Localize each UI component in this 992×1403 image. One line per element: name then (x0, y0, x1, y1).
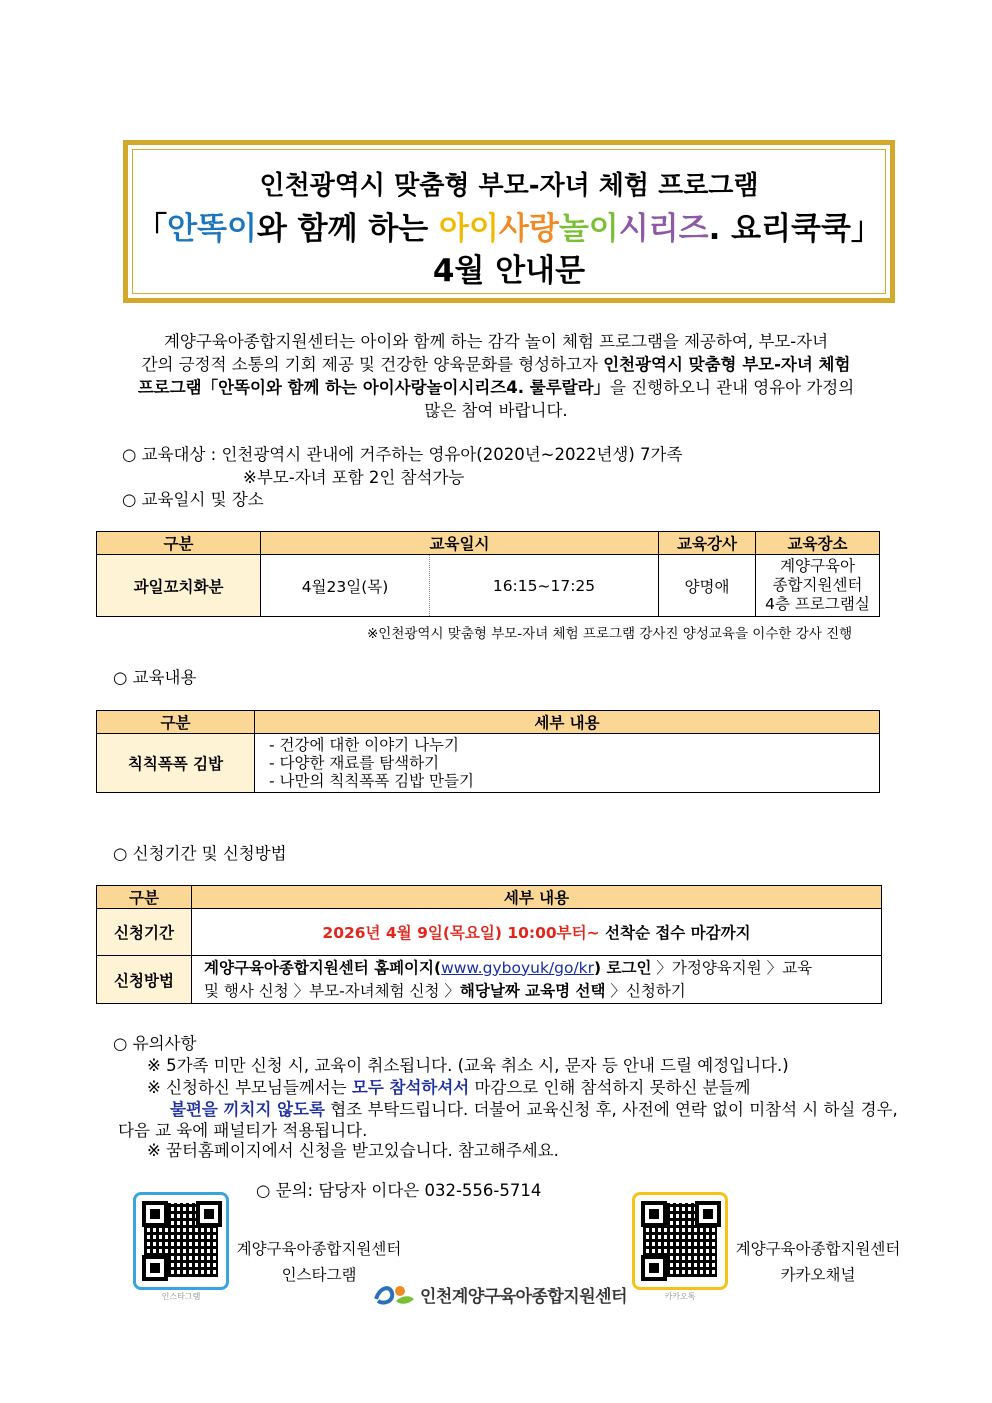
schedule-place: 계양구육아 종합지원센터 4층 프로그램실 (756, 555, 880, 617)
schedule-date: 4월23일(목) (261, 555, 430, 617)
schedule-header-row (97, 532, 880, 555)
notice-3: 불편을 끼치지 않도록 협조 부탁드립니다. 더불어 교육신청 후, 사전에 연락 없이 미참석 시 하실 경우, (170, 1100, 898, 1119)
content-header-detail: 세부 내용 (255, 711, 880, 734)
content-heading: ○ 교육내용 (113, 668, 197, 687)
schedule-header-instructor: 교육강사 (659, 532, 756, 555)
schedule-note: ※인천광역시 맞춤형 부모-자녀 체험 프로그램 강사진 양성교육을 이수한 강사 진행 (367, 626, 853, 642)
center-logo-icon (372, 1281, 416, 1307)
content-item: - 나만의 칙칙폭폭 김밥 만들기 (269, 772, 474, 790)
schedule-header-datetime: 교육일시 (261, 532, 659, 555)
content-item: - 건강에 대한 이야기 나누기 (269, 736, 460, 754)
schedule-category: 과일꼬치화분 (97, 555, 261, 617)
apply-period-row (97, 909, 882, 956)
notice-1: ※ 5가족 미만 신청 시, 교육이 취소됩니다. (교육 취소 시, 문자 등 안내 드릴 예정입니다.) (147, 1056, 789, 1075)
kakao-qr-code[interactable] (632, 1192, 728, 1301)
center-logo (372, 1280, 627, 1308)
schedule-time: 16:15~17:25 (430, 555, 659, 617)
footer-right-label: 계양구육아종합지원센터 카카오채널 (735, 1240, 901, 1284)
intro-line-4: 많은 참여 바랍니다. (424, 401, 568, 420)
content-item: - 다양한 재료를 탐색하기 (269, 754, 440, 772)
notice-heading: ○ 유의사항 (113, 1034, 197, 1053)
notice-5: ※ 꿈터홈페이지에서 신청을 받고있습니다. 참고해주세요. (147, 1141, 559, 1160)
center-logo-text: 인천계양구육아종합지원센터 (420, 1286, 627, 1307)
title-line-3: 4월 안내문 (432, 253, 586, 289)
title-line-2: 「안똑이와 함께 하는 아이사랑놀이시리즈. 요리쿡쿡」 (136, 211, 882, 247)
instagram-qr-caption: 인스타그램 (161, 1292, 201, 1301)
apply-table (96, 885, 882, 1004)
notice-4: 다음 교 육에 패널티가 적용됩니다. (118, 1121, 368, 1140)
content-header-category: 구분 (97, 711, 255, 734)
apply-method-row (97, 956, 882, 1004)
apply-header-row (97, 886, 882, 909)
target-line: ○ 교육대상 : 인천광역시 관내에 거주하는 영유아(2020년~2022년생) 7가족 (122, 445, 683, 464)
contact-line: ○ 문의: 담당자 이다은 032-556-5714 (256, 1181, 542, 1200)
intro-paragraph (100, 330, 892, 422)
title-box (123, 140, 895, 303)
apply-heading: ○ 신청기간 및 신청방법 (113, 844, 287, 863)
footer-left-label: 계양구육아종합지원센터 인스타그램 (236, 1240, 402, 1284)
content-table (96, 710, 880, 793)
content-row (97, 734, 880, 793)
schedule-instructor: 양명애 (659, 555, 756, 617)
content-header-row (97, 711, 880, 734)
schedule-header-place: 교육장소 (756, 532, 880, 555)
apply-header-category: 구분 (97, 886, 192, 909)
instagram-qr-code[interactable] (133, 1192, 229, 1301)
title-line-1: 인천광역시 맞춤형 부모-자녀 체험 프로그램 (259, 171, 759, 201)
apply-period-label: 신청기간 (97, 909, 192, 956)
apply-method-value: 계양구육아종합지원센터 홈페이지(www.gyboyuk/go/kr) 로그인 〉가정양육지원 〉교육 및 행사 신청 〉부모-자녀체험 신청 〉해당날짜 교육명 선택 〉신청하기 (192, 956, 882, 1004)
schedule-table (96, 531, 880, 617)
intro-line-2: 간의 긍정적 소통의 기회 제공 및 건강한 양육문화를 형성하고자 인천광역시 맞춤형 부모-자녀 체험 (141, 355, 851, 374)
notice-2: ※ 신청하신 부모님들께서는 모두 참석하셔서 마감으로 인해 참석하지 못하신 분들께 (147, 1078, 751, 1097)
kakao-qr-caption: 카카오톡 (664, 1292, 696, 1301)
content-category: 칙칙폭폭 김밥 (97, 734, 255, 793)
intro-line-3: 프로그램「안똑이와 함께 하는 아이사랑놀이시리즈4. 룰루랄라」을 진행하오니 관내 영유아 가정의 (137, 378, 855, 397)
apply-header-detail: 세부 내용 (192, 886, 882, 909)
target-note: ※부모-자녀 포함 2인 참석가능 (243, 468, 465, 487)
schedule-header-category: 구분 (97, 532, 261, 555)
apply-period-value: 2026년 4월 9일(목요일) 10:00부터~ 선착순 접수 마감까지 (192, 909, 882, 956)
content-items (255, 734, 880, 793)
apply-method-label: 신청방법 (97, 956, 192, 1004)
homepage-link[interactable]: www.gyboyuk/go/kr (441, 958, 595, 977)
schedule-row (97, 555, 880, 617)
schedule-heading: ○ 교육일시 및 장소 (122, 490, 264, 509)
intro-line-1: 계양구육아종합지원센터는 아이와 함께 하는 감각 놀이 체험 프로그램을 제공하여, 부모-자녀 (163, 332, 829, 351)
